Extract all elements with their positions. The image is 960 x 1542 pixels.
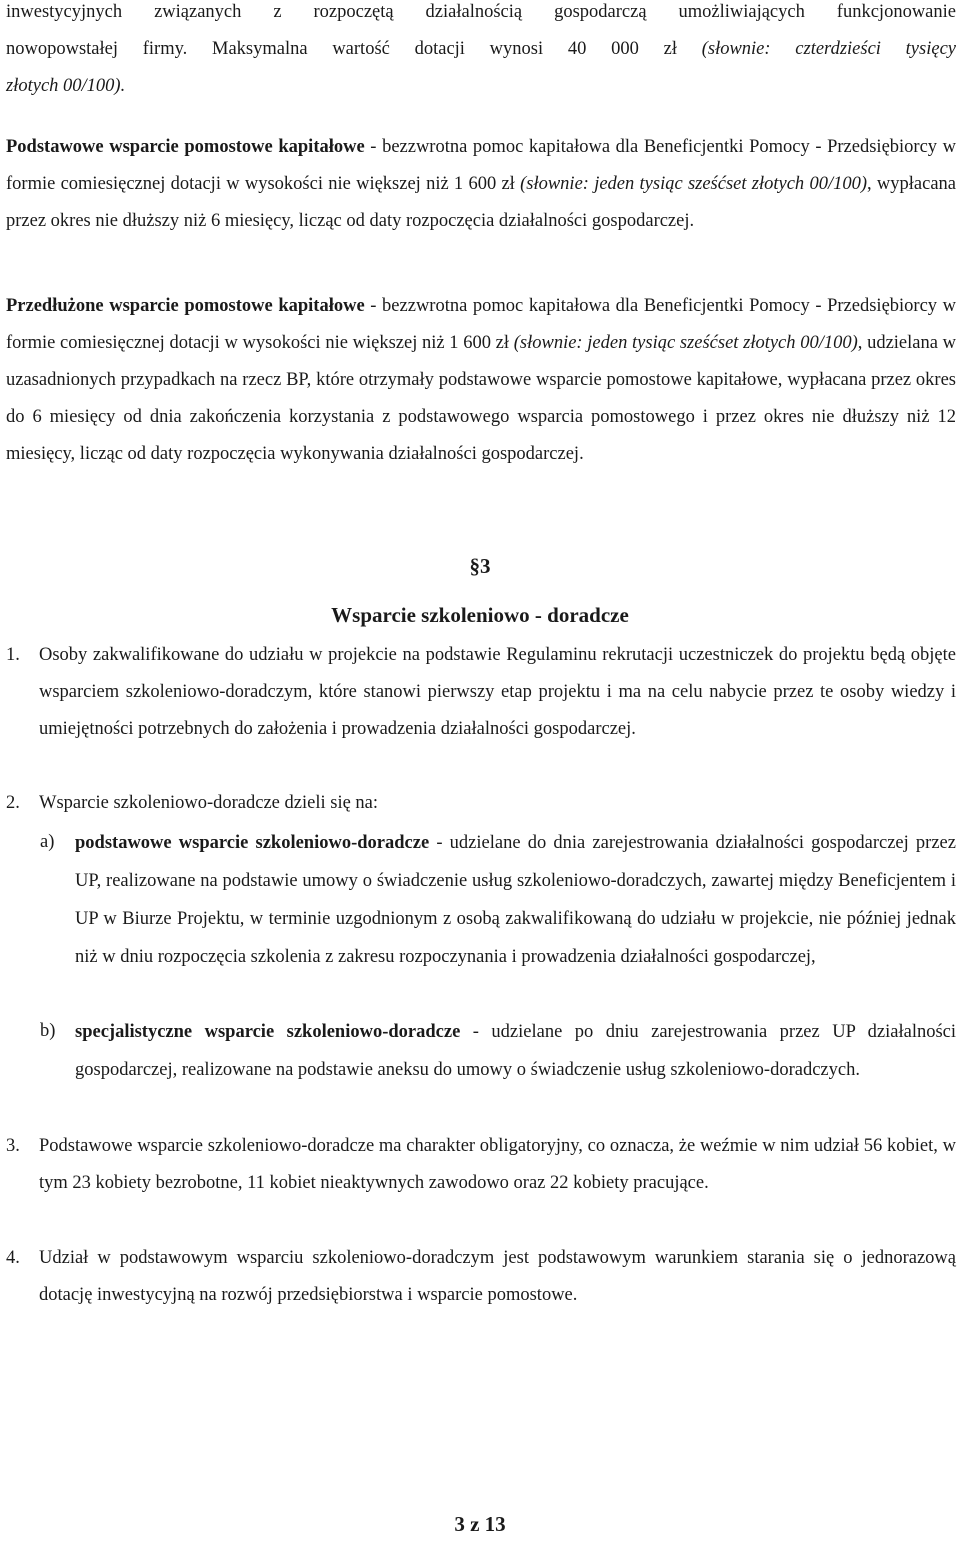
sub-item-b xyxy=(40,1013,956,1089)
list-item-1-number: 1. xyxy=(6,645,20,665)
sub-item-b-letter: b) xyxy=(40,1021,56,1041)
intro-line-2 xyxy=(6,31,956,68)
list-item-4 xyxy=(6,1240,956,1314)
extended-bridge-text-2: , udzielana w uzasadnionych przypadkach na rzecz BP, które otrzymały podstawowe wsparcie pomostowe kapitałowe, wypłacana przez okres do 6 miesięcy od dnia zakończenia korzystania z podstawowego wsparcia pomostowego i przez okres nie dłuższy niż 12 miesięcy, licząc od daty rozpoczęcia wykonywania działalności gospodarczej. xyxy=(6,333,956,464)
extended-bridge-text-1: - bezzwrotna pomoc kapitałowa dla Beneficjentki Pomocy - Przedsiębiorcy w formie comiesięcznej dotacji w wysokości nie większej niż 1 600 zł xyxy=(6,296,957,353)
basic-bridge-paragraph xyxy=(6,129,956,240)
sub-item-b-body: - udzielane po dniu zarejestrowania przez UP działalności gospodarczej, realizowane na podstawie aneksu do umowy o świadczenie usług szkoleniowo-doradczych. xyxy=(75,1022,957,1080)
sub-item-b-term: specjalistyczne wsparcie szkoleniowo-doradcze xyxy=(75,1022,461,1042)
basic-bridge-text-1: - bezzwrotna pomoc kapitałowa dla Beneficjentki Pomocy - Przedsiębiorcy w formie comiesięcznej dotacji w wysokości nie większej niż 1 600 zł xyxy=(6,137,957,194)
list-item-1-text: Osoby zakwalifikowane do udziału w projekcie na podstawie Regulaminu rekrutacji uczestniczek do projektu będą objęte wsparciem szkoleniowo-doradczym, które stanowi pierwszy etap projektu i ma na celu nabycie przez te osoby wiedzy i umiejętności potrzebnych do założenia i prowadzenia działalności gospodarczej. xyxy=(39,645,956,739)
sub-item-a-text xyxy=(75,824,956,976)
intro-line-1-text: inwestycyjnych związanych z rozpoczętą działalnością gospodarczą umożliwiających funkcjonowanie xyxy=(6,2,956,22)
extended-bridge-italic: (słownie: jeden tysiąc sześćset złotych 00/100) xyxy=(513,333,858,353)
list-item-1 xyxy=(6,637,956,748)
page-number: 3 z 13 xyxy=(454,1512,506,1536)
list-item-4-number: 4. xyxy=(6,1248,20,1268)
intro-line-3 xyxy=(6,68,956,105)
extended-bridge-term: Przedłużone wsparcie pomostowe kapitałowe xyxy=(6,296,365,316)
intro-line-1 xyxy=(6,0,956,31)
list-item-3-text: Podstawowe wsparcie szkoleniowo-doradcze ma charakter obligatoryjny, co oznacza, że weźmie w nim udział 56 kobiet, w tym 23 kobiety bezrobotne, 11 kobiet nieaktywnych zawodowo oraz 22 kobiety pracujące. xyxy=(39,1136,956,1193)
sub-item-a-body: - udzielane do dnia zarejestrowania działalności gospodarczej przez UP, realizowane na podstawie umowy o świadczenie usług szkoleniowo-doradczych, zawartej między Beneficjentem i UP w Biurze Projektu, w terminie uzgodnionym z osobą zakwalifikowaną do udziału w projekcie, nie później jednak niż w dniu rozpoczęcia szkolenia z zakresu rozpoczynania i prowadzenia działalności gospodarczej, xyxy=(75,833,956,967)
basic-bridge-italic: (słownie: jeden tysiąc sześćset złotych 00/100) xyxy=(520,174,868,194)
basic-bridge-term: Podstawowe wsparcie pomostowe kapitałowe xyxy=(6,137,365,157)
sub-item-a xyxy=(40,824,956,976)
list-item-2 xyxy=(6,785,956,822)
sub-item-b-text xyxy=(75,1013,956,1089)
extended-bridge-text xyxy=(6,288,956,473)
basic-bridge-text xyxy=(6,129,956,240)
intro-line-2-italic: (słownie: czterdzieści tysięcy xyxy=(701,39,956,59)
extended-bridge-paragraph xyxy=(6,288,956,473)
basic-bridge-text-2: , wypłacana przez okres nie dłuższy niż 6 miesięcy, licząc od daty rozpoczęcia działalności gospodarczej. xyxy=(6,174,956,231)
list-item-4-text: Udział w podstawowym wsparciu szkoleniowo-doradczym jest podstawowym warunkiem starania się o jednorazową dotację inwestycyjną na rozwój przedsiębiorstwa i wsparcie pomostowe. xyxy=(39,1248,956,1305)
section-mark: §3 xyxy=(469,554,491,578)
sub-item-a-letter: a) xyxy=(40,832,55,852)
intro-paragraph xyxy=(6,0,956,105)
list-item-2-text: Wsparcie szkoleniowo-doradcze dzieli się na: xyxy=(39,793,379,813)
intro-line-3-italic: złotych 00/100). xyxy=(6,76,126,96)
intro-line-2-text: nowopowstałej firmy. Maksymalna wartość dotacji wynosi 40 000 zł xyxy=(6,39,702,59)
list-item-3-number: 3. xyxy=(6,1136,20,1156)
section-title: Wsparcie szkoleniowo - doradcze xyxy=(331,603,629,627)
sub-item-a-term: podstawowe wsparcie szkoleniowo-doradcze xyxy=(75,833,430,853)
list-item-3 xyxy=(6,1128,956,1202)
list-item-2-number: 2. xyxy=(6,793,20,813)
